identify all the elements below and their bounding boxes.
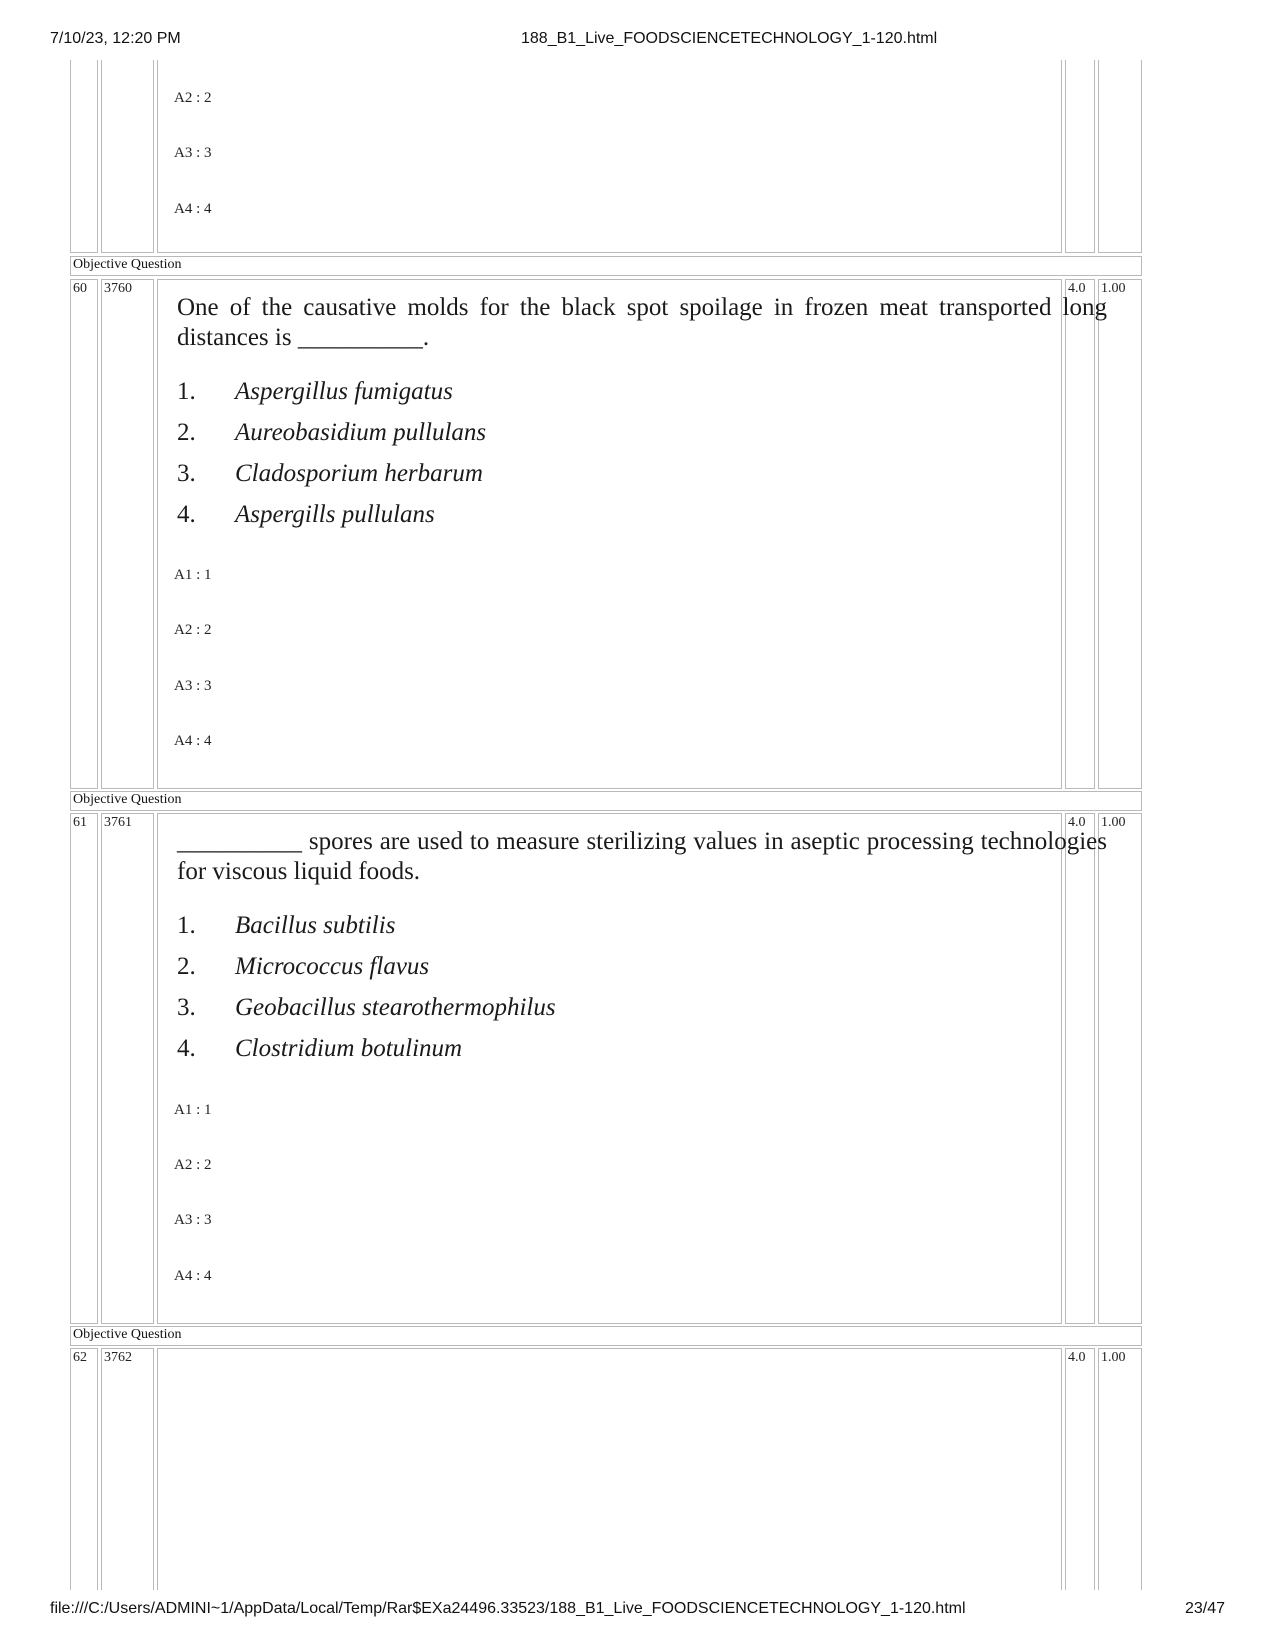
file-url: file:///C:/Users/ADMINI~1/AppData/Local/Temp/Rar$EXa24496.33523/188_B1_Live_FOODSCIENCETECHNOLOGY_1-120.html [50, 1600, 966, 1617]
answer-label: A3 : 3 [174, 678, 212, 694]
negative-marks-value: 1.00 [1101, 281, 1126, 296]
option-item [177, 1035, 462, 1063]
question-cell [157, 279, 1062, 789]
option-text: Geobacillus stearothermophilus [235, 994, 556, 1021]
option-text: Aspergills pullulans [235, 501, 435, 528]
question-text: __________ spores are used to measure sterilizing values in aseptic processing technologies for viscous liquid foods. [177, 828, 1107, 885]
option-item [177, 953, 429, 981]
option-number: 4. [177, 1035, 196, 1062]
qid-cell [101, 60, 154, 253]
option-number: 2. [177, 419, 196, 446]
option-item [177, 912, 395, 940]
answer-label: A4 : 4 [174, 1268, 212, 1284]
option-number: 4. [177, 501, 196, 528]
option-number: 3. [177, 994, 196, 1021]
marks-value: 4.0 [1068, 281, 1086, 296]
document-title: 188_B1_Live_FOODSCIENCETECHNOLOGY_1-120.html [521, 30, 938, 47]
question-type-label: Objective Question [73, 792, 182, 807]
question-cell [157, 60, 1062, 253]
negative-marks-value: 1.00 [1101, 815, 1126, 830]
negative-cell [1098, 1348, 1142, 1590]
question-type-label: Objective Question [73, 1327, 182, 1342]
option-item [177, 994, 556, 1022]
answer-label: A4 : 4 [174, 201, 212, 217]
question-cell [157, 1348, 1062, 1590]
answer-label: A2 : 2 [174, 90, 212, 106]
answer-label: A2 : 2 [174, 622, 212, 638]
sno-cell [70, 279, 98, 789]
question-type-row [70, 1326, 1142, 1346]
option-text: Micrococcus flavus [235, 953, 430, 980]
question-type-row [70, 256, 1142, 276]
question-id: 3761 [104, 815, 132, 830]
question-type-label: Objective Question [73, 257, 182, 272]
negative-cell [1098, 60, 1142, 253]
option-number: 3. [177, 460, 196, 487]
serial-number: 61 [73, 815, 87, 830]
option-item [177, 501, 435, 529]
option-text: Aureobasidium pullulans [235, 419, 487, 446]
option-text: Aspergillus fumigatus [235, 378, 453, 405]
sno-cell [70, 60, 98, 253]
question-table [70, 60, 1200, 1590]
marks-cell [1065, 60, 1095, 253]
option-number: 1. [177, 378, 196, 405]
marks-cell [1065, 279, 1095, 789]
answer-label: A1 : 1 [174, 567, 212, 583]
sno-cell [70, 813, 98, 1324]
option-text: Bacillus subtilis [235, 912, 396, 939]
print-timestamp: 7/10/23, 12:20 PM [50, 30, 181, 47]
answer-label: A4 : 4 [174, 733, 212, 749]
qid-cell [101, 813, 154, 1324]
question-cell [157, 813, 1062, 1324]
question-id: 3760 [104, 281, 132, 296]
answer-label: A2 : 2 [174, 1157, 212, 1173]
marks-value: 4.0 [1068, 1350, 1086, 1365]
option-item [177, 419, 486, 447]
answer-label: A3 : 3 [174, 1212, 212, 1228]
option-item [177, 460, 483, 488]
negative-cell [1098, 813, 1142, 1324]
negative-marks-value: 1.00 [1101, 1350, 1126, 1365]
question-type-row [70, 791, 1142, 811]
question-id: 3762 [104, 1350, 132, 1365]
option-text: Cladosporium herbarum [235, 460, 483, 487]
serial-number: 62 [73, 1350, 87, 1365]
marks-cell [1065, 813, 1095, 1324]
option-item [177, 378, 453, 406]
answer-label: A3 : 3 [174, 145, 212, 161]
marks-cell [1065, 1348, 1095, 1590]
sno-cell [70, 1348, 98, 1590]
option-number: 2. [177, 953, 196, 980]
qid-cell [101, 279, 154, 789]
negative-cell [1098, 279, 1142, 789]
page-number: 23/47 [1184, 1600, 1225, 1617]
option-text: Clostridium botulinum [235, 1035, 463, 1062]
qid-cell [101, 1348, 154, 1590]
marks-value: 4.0 [1068, 815, 1086, 830]
option-number: 1. [177, 912, 196, 939]
serial-number: 60 [73, 281, 87, 296]
question-text: One of the causative molds for the black spot spoilage in frozen meat transported long distances is __________. [177, 294, 1107, 351]
answer-label: A1 : 1 [174, 1102, 212, 1118]
